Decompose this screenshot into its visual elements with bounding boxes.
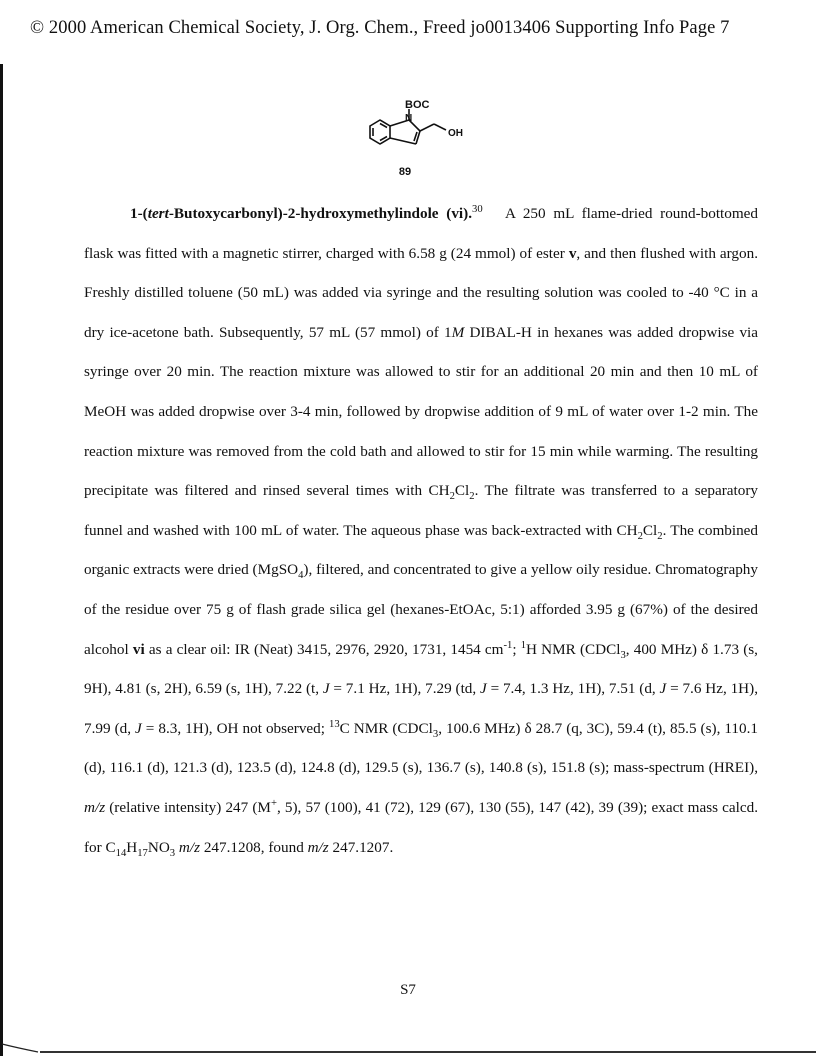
scan-edge-bottom	[40, 1051, 816, 1053]
boc-label: BOC	[405, 99, 430, 111]
header-text: 2000 American Chemical Society, J. Org. Chem., Freed jo0013406 Supporting Info Page 7	[48, 18, 730, 38]
procedure-title: 1-(tert-Butoxycarbonyl)-2-hydroxymethylindole (vi).	[130, 205, 472, 222]
nitrogen-label: N	[405, 113, 413, 124]
scan-edge-left	[0, 64, 3, 1056]
indole-structure-drawing	[360, 96, 480, 166]
hydroxyl-label: OH	[448, 128, 463, 139]
page-header	[30, 18, 800, 39]
copyright-symbol: ©	[30, 18, 45, 38]
scan-corner-mark	[0, 1042, 40, 1054]
reference-superscript: 30	[472, 203, 483, 215]
compound-number: 89	[398, 166, 412, 178]
page-number: S7	[400, 982, 416, 998]
procedure-paragraph: 1-(tert-Butoxycarbonyl)-2-hydroxymethylindole (vi).$^{30}$ A 250 mL flame-dried round-bottomed flask was fitted with a magnetic stirrer, charged with 6.58 g (24 mmol) of ester v, and then flushed with argon. Freshly distilled toluene (50 mL) was added via syringe and the resulting solution was cooled to -40 °C in a dry ice-acetone bath. Subsequently, 57 mL (57 mmol) of 1M DIBAL-H in hexanes was added dropwise via syringe over 20 min. The reaction mixture was allowed to stir for an additional 20 min and then 10 mL of MeOH was added dropwise over 3-4 min, followed by dropwise addition of 9 mL of water over 1-2 min. The reaction mixture was removed from the cold bath and allowed to stir for 15 min while warming. The resulting precipitate was filtered and rinsed several times with $CH_2Cl_2$. The filtrate was transferred to a separatory funnel and washed with 100 mL of water. The aqueous phase was back-extracted with $CH_2Cl_2$. The combined organic extracts were dried (MgSO$_4$), filtered, and concentrated to give a yellow oily residue. Chromatography of the residue over 75 g of flash grade silica gel (hexanes-EtOAc, 5:1) afforded 3.95 g (67%) of the desired alcohol vi as a clear oil: IR (Neat) 3415, 2976, 2920, 1731, 1454 $cm^{-1}$; $^1$H NMR (CDCl$_3$, 400 MHz) δ 1.73 (s, 9H), 4.81 (s, 2H), 6.59 (s, 1H), 7.22 (t, J = 7.1 Hz, 1H), 7.29 (td, J = 7.4, 1.3 Hz, 1H), 7.51 (d, J = 7.6 Hz, 1H), 7.99 (d, J = 8.3, 1H), OH not observed; $^{13}$C NMR (CDCl$_3$, 100.6 MHz) δ 28.7 (q, 3C), 59.4 (t), 85.5 (s), 110.1 (d), 116.1 (d), 121.3 (d), 123.5 (d), 124.8 (d), 129.5 (s), 136.7 (s), 140.8 (s), 151.8 (s); mass-spectrum (HREI), m/z (relative intensity) 247 (M+, 5), 57 (100), 41 (72), 129 (67), 130 (55), 147 (42), 39 (39); exact mass calcd. for $C_{14}H_{17}NO_3$ m/z 247.1208, found m/z 247.1207.	[84, 203, 759, 859]
chemical-structure	[360, 96, 480, 166]
